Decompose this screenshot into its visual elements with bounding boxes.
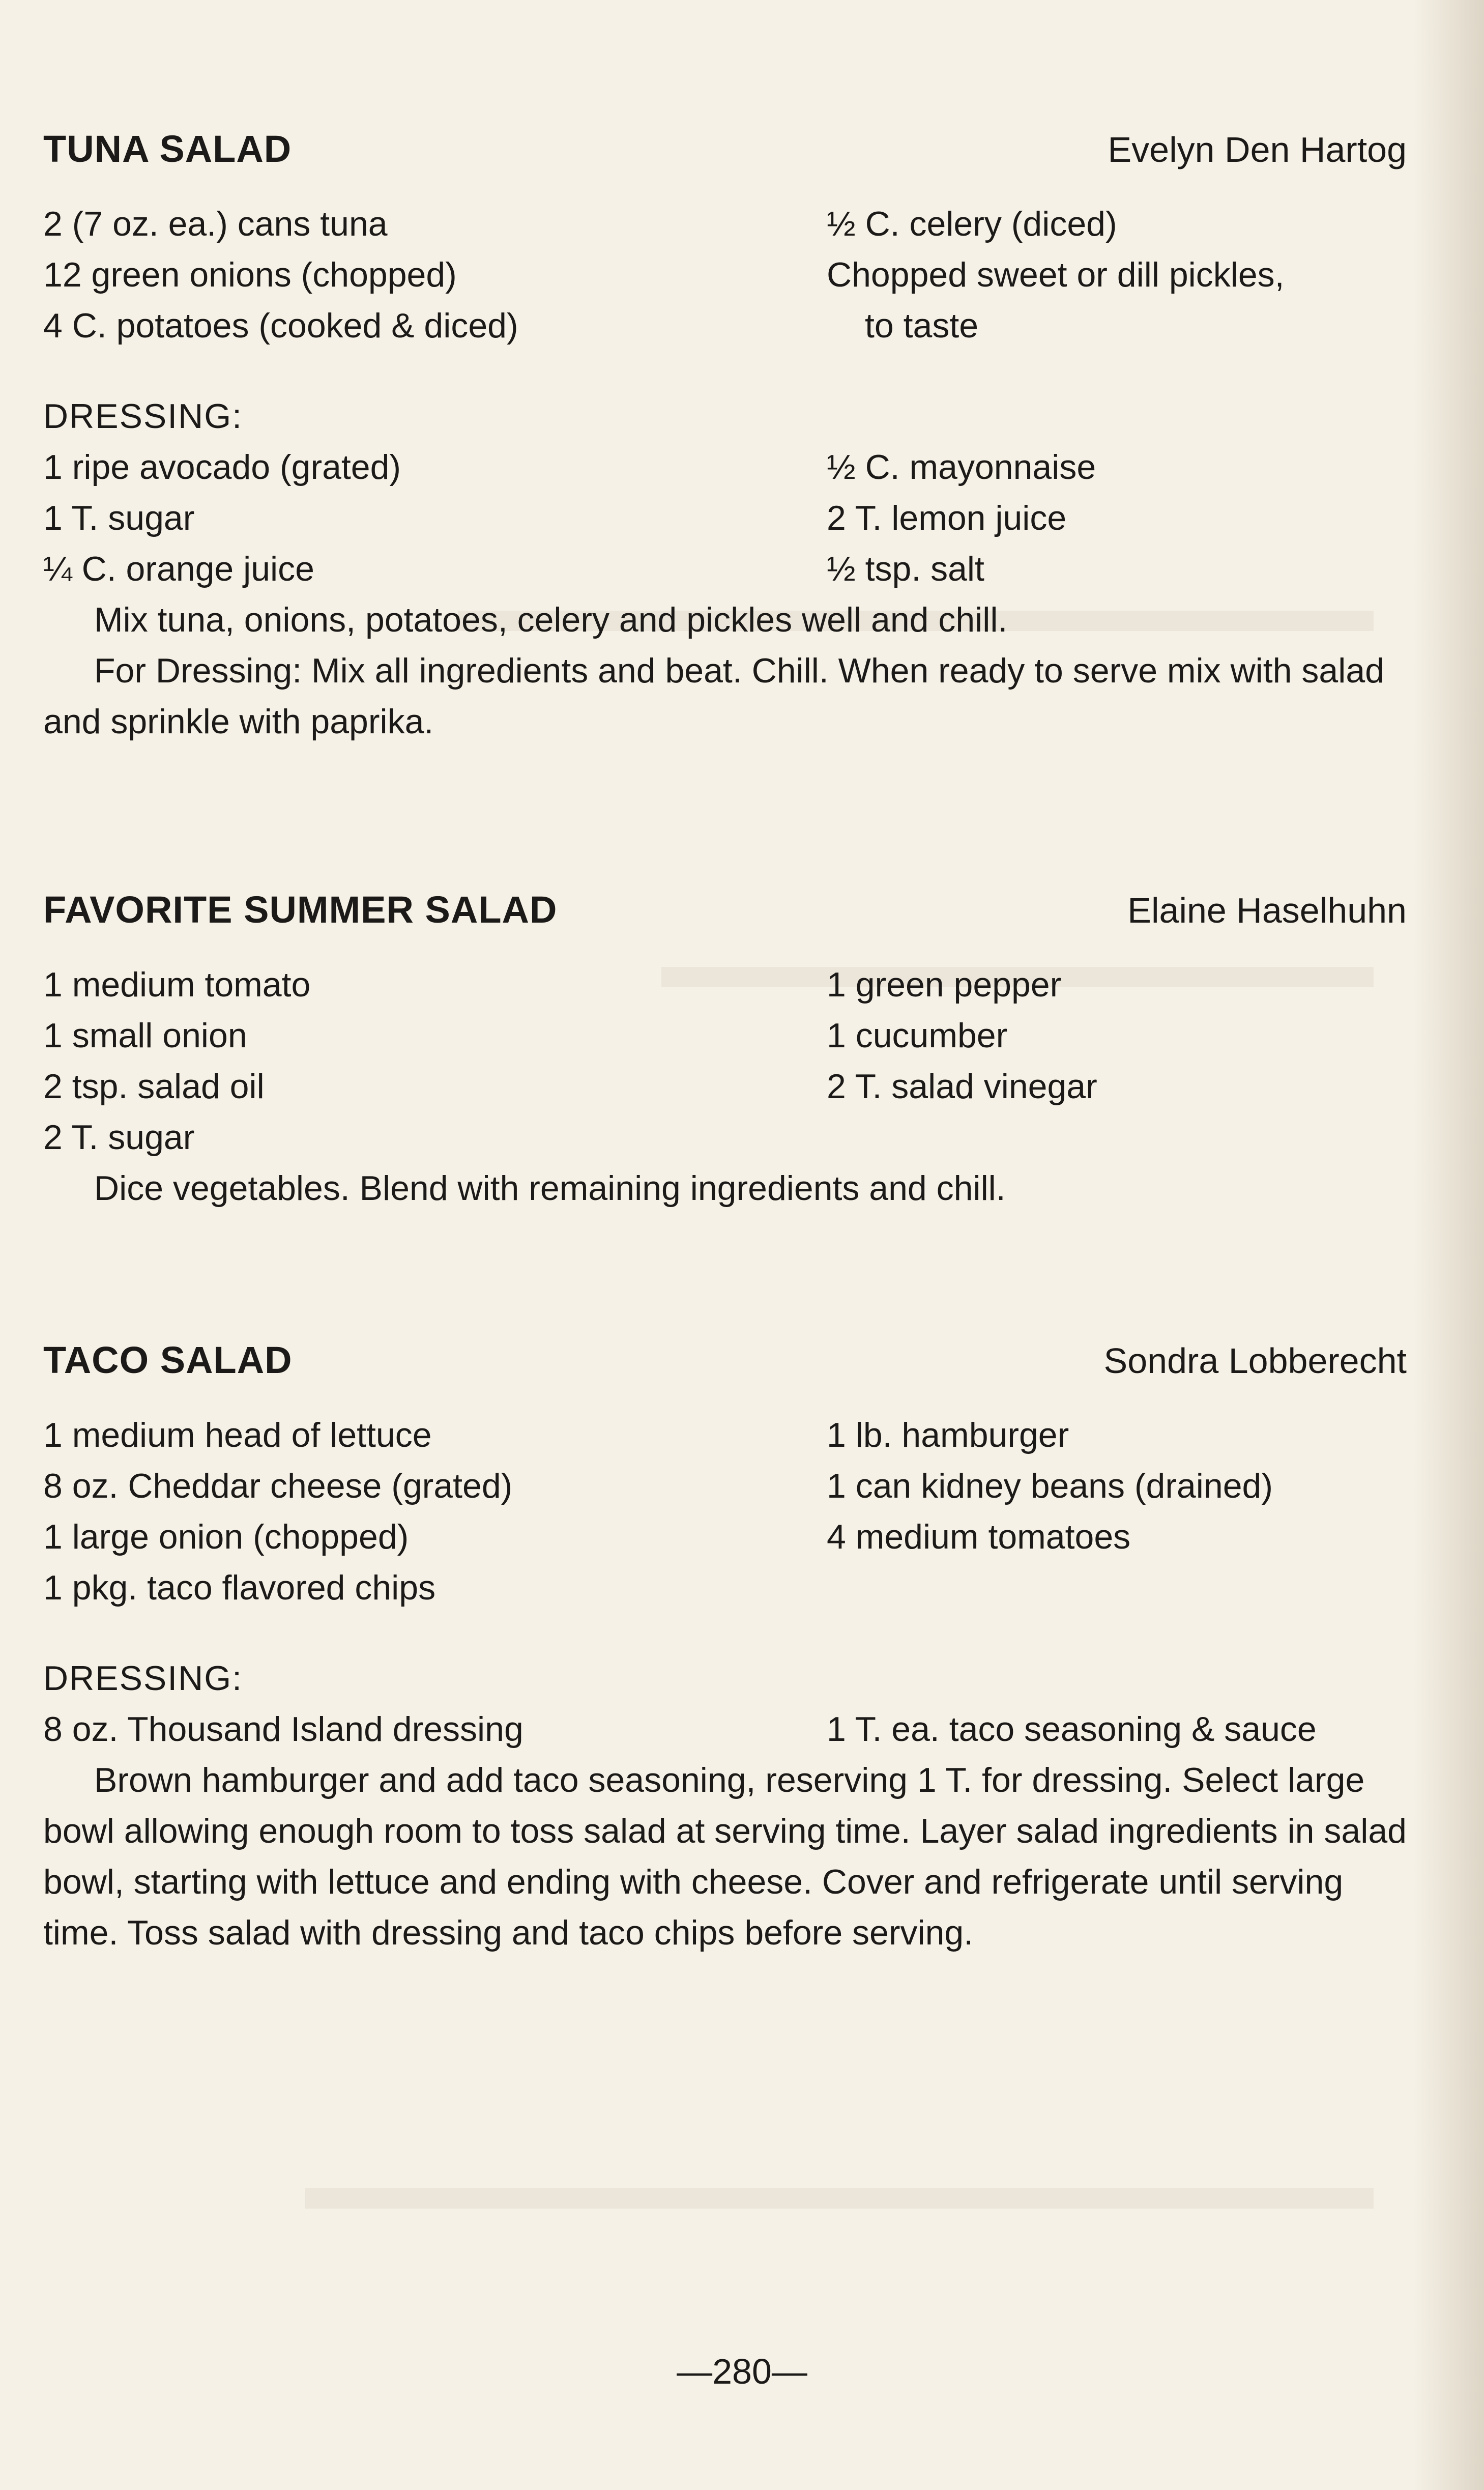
ingredient-item: 1 green pepper [827, 965, 1062, 1004]
dressing-column-left [43, 1704, 827, 1755]
page-edge-shadow [1413, 0, 1484, 2490]
recipe-header [43, 127, 1407, 178]
recipe-title: TACO SALAD [43, 1339, 293, 1381]
recipe-author: Sondra Lobberecht [1103, 1341, 1407, 1381]
dressing-item: 2 T. lemon juice [827, 499, 1067, 537]
ingredient-item: 12 green onions (chopped) [43, 255, 457, 294]
dressing-ingredient-list [43, 442, 1407, 594]
ingredient-list [43, 198, 1407, 351]
instruction-paragraph: Brown hamburger and add taco seasoning, reserving 1 T. for dressing. Select large bowl allowing enough room to toss salad at serving time. Layer salad ingredients in salad bowl, starting with lettuce and ending with cheese. Cover and refrigerate until serving time. Toss salad with dressing and taco chips before serving. [43, 1761, 1407, 1952]
ingredient-item: 1 lb. hamburger [827, 1416, 1069, 1454]
dressing-item: 1 T. sugar [43, 499, 195, 537]
recipe-header [43, 1338, 1407, 1389]
ingredient-item: to taste [865, 306, 979, 345]
dressing-item: 1 T. ea. taco seasoning & sauce [827, 1710, 1317, 1749]
ingredient-column-right [827, 959, 1407, 1163]
dressing-item: 8 oz. Thousand Island dressing [43, 1710, 523, 1749]
dressing-ingredient-list [43, 1704, 1407, 1755]
recipe-tuna-salad [43, 127, 1407, 747]
recipe-instructions [43, 594, 1407, 747]
page-number: —280— [677, 2352, 807, 2391]
ingredient-item: 1 small onion [43, 1016, 247, 1055]
ingredient-item: Chopped sweet or dill pickles, [827, 255, 1285, 294]
instruction-paragraph: For Dressing: Mix all ingredients and beat. Chill. When ready to serve mix with salad and sprinkle with paprika. [43, 651, 1384, 741]
recipe-instructions [43, 1755, 1407, 1958]
dressing-item: ¼ C. orange juice [43, 550, 314, 588]
recipe-instructions [43, 1163, 1407, 1214]
recipe-author: Elaine Haselhuhn [1127, 891, 1407, 930]
ingredient-column-left [43, 1410, 827, 1613]
dressing-label: DRESSING: [43, 397, 243, 436]
dressing-item: ½ C. mayonnaise [827, 448, 1096, 486]
ingredient-column-right [827, 1410, 1407, 1613]
recipe-taco-salad [43, 1338, 1407, 1958]
ingredient-item: 1 medium tomato [43, 965, 311, 1004]
ingredient-list [43, 1410, 1407, 1613]
dressing-column-right [827, 442, 1407, 594]
instruction-paragraph: Dice vegetables. Blend with remaining ingredients and chill. [94, 1169, 1006, 1208]
ingredient-item: 2 T. sugar [43, 1118, 195, 1157]
ingredient-column-left [43, 959, 827, 1163]
recipe-title: TUNA SALAD [43, 128, 292, 170]
ingredient-item: 1 cucumber [827, 1016, 1008, 1055]
dressing-item: ½ tsp. salt [827, 550, 984, 588]
ingredient-item: 1 pkg. taco flavored chips [43, 1568, 436, 1607]
dressing-item: 1 ripe avocado (grated) [43, 448, 401, 486]
bleed-through-shadow [305, 2188, 1374, 2209]
ingredient-item: 8 oz. Cheddar cheese (grated) [43, 1467, 513, 1505]
ingredient-item: 4 C. potatoes (cooked & diced) [43, 306, 518, 345]
ingredient-item: 2 tsp. salad oil [43, 1067, 265, 1106]
ingredient-list [43, 959, 1407, 1163]
ingredient-item: ½ C. celery (diced) [827, 205, 1117, 243]
dressing-column-right [827, 1704, 1407, 1755]
ingredient-item: 2 (7 oz. ea.) cans tuna [43, 205, 388, 243]
recipe-header [43, 888, 1407, 939]
recipe-title: FAVORITE SUMMER SALAD [43, 889, 558, 931]
ingredient-column-left [43, 198, 827, 351]
ingredient-item: 2 T. salad vinegar [827, 1067, 1097, 1106]
ingredient-item: 1 medium head of lettuce [43, 1416, 432, 1454]
instruction-paragraph: Mix tuna, onions, potatoes, celery and pickles well and chill. [94, 600, 1008, 639]
dressing-label: DRESSING: [43, 1659, 243, 1698]
recipe-author: Evelyn Den Hartog [1108, 130, 1407, 169]
ingredient-item: 1 can kidney beans (drained) [827, 1467, 1273, 1505]
dressing-column-left [43, 442, 827, 594]
ingredient-item: 1 large onion (chopped) [43, 1518, 409, 1556]
ingredient-column-right [827, 198, 1407, 351]
recipe-favorite-summer-salad [43, 888, 1407, 1214]
ingredient-item: 4 medium tomatoes [827, 1518, 1131, 1556]
